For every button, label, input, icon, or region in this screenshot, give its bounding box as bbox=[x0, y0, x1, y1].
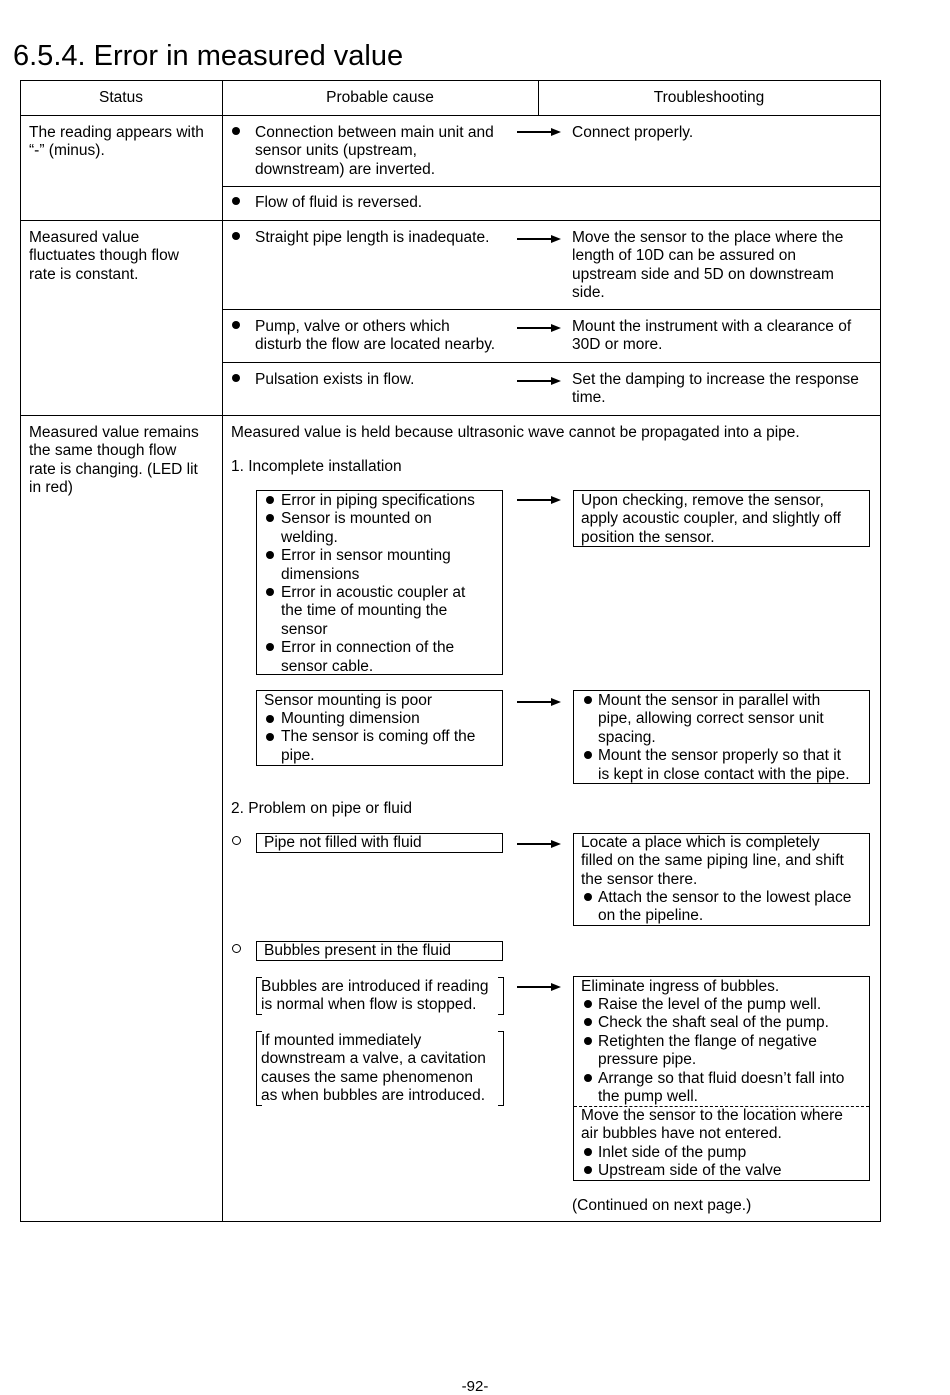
fix-box-installation-text: Upon checking, remove the sensor, apply acoustic coupler, and slightly off position the sensor. bbox=[581, 492, 841, 546]
fix-box-move-sensor-list: Inlet side of the pump Upstream side of the valve bbox=[598, 1144, 782, 1180]
row2-status: Measured value fluctuates though flow rate is constant. bbox=[29, 229, 179, 283]
fix-box-bubbles-title: Eliminate ingress of bubbles. bbox=[581, 978, 780, 995]
row1-fix-1: Connect properly. bbox=[572, 124, 694, 141]
bullet-icon bbox=[232, 127, 240, 135]
arrow-right-icon bbox=[517, 127, 561, 137]
bullet-icon bbox=[266, 551, 274, 559]
bullet-icon bbox=[584, 1018, 592, 1026]
row2-fix-2: Mount the instrument with a clearance of 30D or more. bbox=[572, 318, 852, 354]
bracket-right bbox=[498, 1031, 504, 1106]
arrow-right-icon bbox=[517, 234, 561, 244]
bullet-icon bbox=[232, 232, 240, 240]
arrow-right-icon bbox=[517, 982, 561, 992]
header-status: Status bbox=[99, 89, 143, 106]
fix-box-mounting-text: Mount the sensor in parallel with pipe, allowing correct sensor unit spacing. Mount the sensor properly so that it is kept in close contact with the pipe. bbox=[598, 692, 850, 783]
bullet-icon bbox=[584, 1000, 592, 1008]
cause-box-mounting-title: Sensor mounting is poor bbox=[264, 692, 433, 709]
row1-status: The reading appears with “-” (minus). bbox=[29, 124, 204, 160]
bullet-icon bbox=[266, 733, 274, 741]
bullet-icon bbox=[584, 751, 592, 759]
cause-box-bubbles-text: Bubbles present in the fluid bbox=[264, 942, 451, 959]
bullet-icon bbox=[232, 374, 240, 382]
circle-bullet-icon bbox=[232, 836, 241, 845]
arrow-right-icon bbox=[517, 323, 561, 333]
row1-cause-1: Connection between main unit and sensor units (upstream, downstream) are inverted. bbox=[255, 124, 494, 178]
circle-bullet-icon bbox=[232, 944, 241, 953]
row2-fix-3: Set the damping to increase the response time. bbox=[572, 371, 859, 407]
bullet-icon bbox=[266, 496, 274, 504]
arrow-right-icon bbox=[517, 839, 561, 849]
bullet-icon bbox=[584, 1037, 592, 1045]
row2-cause-1: Straight pipe length is inadequate. bbox=[255, 229, 490, 246]
row3-status: Measured value remains the same though flow rate is changing. (LED lit in red) bbox=[29, 424, 199, 497]
heading-pipe-or-fluid: 2. Problem on pipe or fluid bbox=[231, 800, 412, 817]
bullet-icon bbox=[266, 715, 274, 723]
bullet-icon bbox=[266, 514, 274, 522]
heading-incomplete-installation: 1. Incomplete installation bbox=[231, 458, 402, 475]
arrow-right-icon bbox=[517, 697, 561, 707]
bullet-icon bbox=[232, 321, 240, 329]
note-bubbles-stopped: Bubbles are introduced if reading is normal when flow is stopped. bbox=[261, 978, 489, 1014]
row2-cause-2: Pump, valve or others which disturb the flow are located nearby. bbox=[255, 318, 496, 354]
row1-cause-2: Flow of fluid is reversed. bbox=[255, 194, 423, 211]
bullet-icon bbox=[584, 1166, 592, 1174]
header-troubleshooting: Troubleshooting bbox=[653, 89, 765, 106]
continued-note: (Continued on next page.) bbox=[572, 1197, 752, 1214]
fix-box-pipe-not-filled-text: Locate a place which is completely filled on the same piping line, and shift the sensor there. bbox=[581, 834, 844, 888]
page-number: -92- bbox=[461, 1378, 489, 1395]
row2-cause-3: Pulsation exists in flow. bbox=[255, 371, 415, 388]
bullet-icon bbox=[232, 197, 240, 205]
bullet-icon bbox=[584, 1074, 592, 1082]
header-probable-cause: Probable cause bbox=[326, 89, 434, 106]
fix-box-bubbles-list: Raise the level of the pump well. Check the shaft seal of the pump. Retighten the flange of negative pressure pipe. Arrange so that fluid doesn’t fall into the pump well. bbox=[598, 996, 845, 1106]
bullet-icon bbox=[584, 1148, 592, 1156]
bullet-icon bbox=[584, 893, 592, 901]
cause-box-mounting-text: Mounting dimension The sensor is coming off the pipe. bbox=[281, 710, 476, 764]
bullet-icon bbox=[584, 696, 592, 704]
fix-box-move-sensor: Move the sensor to the location where air bubbles have not entered. bbox=[581, 1107, 843, 1143]
bullet-icon bbox=[266, 643, 274, 651]
page-title: 6.5.4. Error in measured value bbox=[13, 40, 404, 72]
row2-fix-1: Move the sensor to the place where the length of 10D can be assured on upstream side and 5D on downstream side. bbox=[572, 229, 844, 302]
cause-box-installation-text: Error in piping specifications Sensor is mounted on welding. Error in sensor mounting dimensions Error in acoustic coupler at the time of mounting the sensor Error in connection of the sensor cable. bbox=[281, 492, 475, 675]
arrow-right-icon bbox=[517, 495, 561, 505]
note-cavitation: If mounted immediately downstream a valve, a cavitation causes the same phenomenon as when bubbles are introduced. bbox=[261, 1032, 486, 1105]
fix-box-pipe-not-filled-bullet: Attach the sensor to the lowest place on the pipeline. bbox=[598, 889, 852, 925]
row3-intro: Measured value is held because ultrasonic wave cannot be propagated into a pipe. bbox=[231, 424, 800, 441]
cause-box-pipe-not-filled-text: Pipe not filled with fluid bbox=[264, 834, 422, 851]
bullet-icon bbox=[266, 588, 274, 596]
arrow-right-icon bbox=[517, 376, 561, 386]
bracket-right bbox=[498, 977, 504, 1015]
